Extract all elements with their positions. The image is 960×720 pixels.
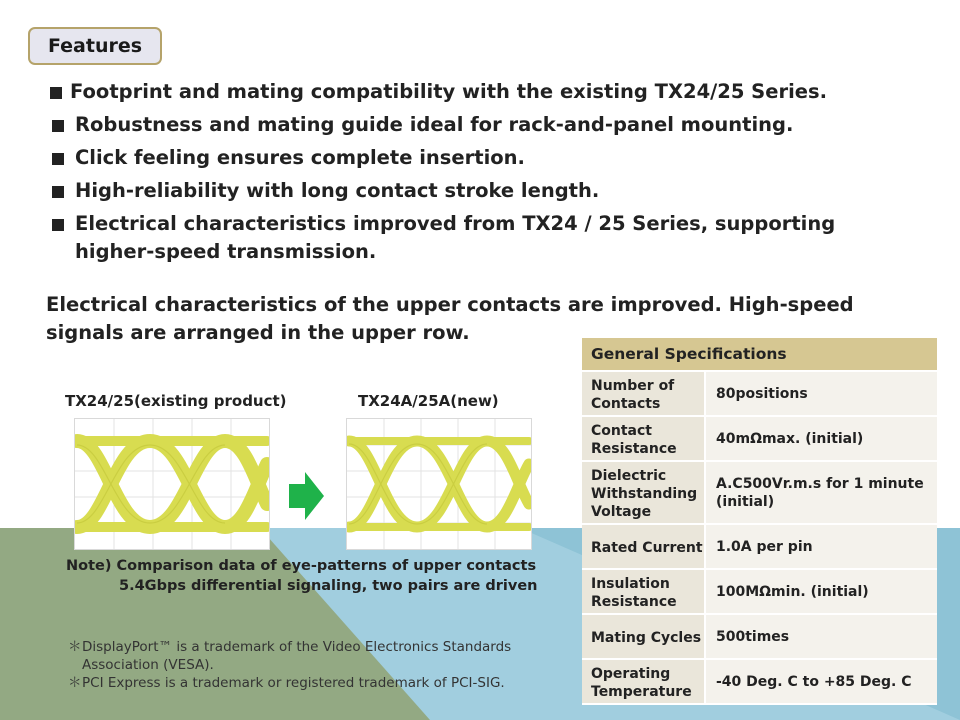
feature-text: Click feeling ensures complete insertion. [75, 146, 525, 169]
spec-row [582, 525, 937, 570]
eye-diagram-existing [75, 419, 269, 549]
spec-row [582, 372, 937, 417]
trademark-text: DisplayPort™ is a trademark of the Video Electronics Standards Association (VESA). [82, 639, 512, 673]
feature-list [50, 78, 910, 271]
spec-row [582, 615, 937, 660]
spec-key: Dielectric Withstanding Voltage [582, 462, 706, 523]
spec-value: 1.0A per pin [706, 525, 937, 568]
note-line-2: 5.4Gbps differential signaling, two pairs are driven [119, 578, 538, 594]
feature-text: Footprint and mating compatibility with the existing TX24/25 Series. [70, 80, 827, 103]
spec-key: Mating Cycles [582, 615, 706, 658]
spec-table-title: General Specifications [582, 338, 937, 372]
spec-key: Rated Current [582, 525, 706, 568]
spec-value: 80positions [706, 372, 937, 415]
feature-item [50, 144, 910, 172]
feature-item [50, 210, 910, 266]
square-bullet-icon [52, 120, 64, 132]
spec-key: Operating Temperature [582, 660, 706, 703]
trademark-note [68, 638, 568, 674]
spec-row [582, 660, 937, 705]
spec-key: Insulation Resistance [582, 570, 706, 613]
eye-pattern-new [346, 418, 532, 550]
feature-item [50, 111, 910, 139]
square-bullet-icon [52, 219, 64, 231]
spec-row [582, 570, 937, 615]
eye-pattern-note [66, 556, 566, 596]
spec-value: -40 Deg. C to +85 Deg. C [706, 660, 937, 703]
eye-pattern-existing [74, 418, 270, 550]
features-label: Features [47, 35, 143, 57]
trademark-text: PCI Express is a trademark or registered trademark of PCI-SIG. [82, 675, 505, 691]
feature-text: Robustness and mating guide ideal for rack-and-panel mounting. [75, 113, 794, 136]
trademark-note [68, 674, 568, 692]
asterisk-mark: ＊ [68, 675, 82, 691]
spec-row [582, 462, 937, 525]
new-product-label: TX24A/25A(new) [358, 392, 499, 410]
feature-item [50, 78, 910, 106]
general-specifications-table [582, 338, 937, 705]
existing-product-label: TX24/25(existing product) [65, 392, 287, 410]
asterisk-mark: ＊ [68, 639, 82, 655]
square-bullet-icon [52, 186, 64, 198]
comparison-arrow-icon [289, 472, 325, 520]
feature-text: Electrical characteristics improved from TX24 / 25 Series, supporting higher-speed transmission. [75, 212, 836, 263]
spec-value: 100MΩmin. (initial) [706, 570, 937, 613]
note-line-1: Note) Comparison data of eye-patterns of upper contacts [66, 558, 537, 574]
intro-text: Electrical characteristics of the upper contacts are improved. High-speed signals are arranged in the upper row. [46, 293, 854, 344]
square-bullet-icon [50, 87, 62, 99]
spec-value: 40mΩmax. (initial) [706, 417, 937, 460]
features-tab [28, 27, 162, 65]
feature-text: High-reliability with long contact stroke length. [75, 179, 600, 202]
square-bullet-icon [52, 153, 64, 165]
spec-value: 500times [706, 615, 937, 658]
spec-row [582, 417, 937, 462]
spec-value: A.C500Vr.m.s for 1 minute (initial) [706, 462, 937, 523]
spec-key: Number of Contacts [582, 372, 706, 415]
feature-item [50, 177, 910, 205]
eye-diagram-new [347, 419, 531, 549]
spec-key: Contact Resistance [582, 417, 706, 460]
trademark-notes [68, 638, 568, 692]
